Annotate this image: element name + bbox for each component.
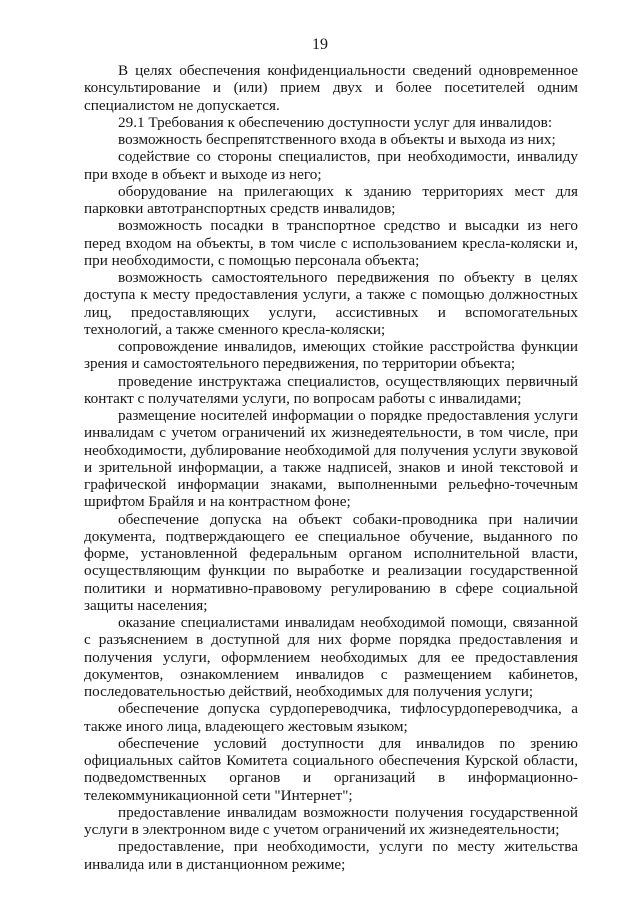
paragraph-guide-dog: обеспечение допуска на объект собаки-проводника при наличии документа, подтверждающего ее специальное обучение, выданного по форме, установленной федеральным органом исполнительной власти, осуществляющим функции по выработке и реализации государственной политики и нормативно-правовому регулированию в сфере социальной защиты населения; bbox=[84, 510, 578, 614]
paragraph-information-carriers: размещение носителей информации о порядке предоставления услуги инвалидам с учетом ограничений их жизнедеятельности, в том числе, при необходимости, дублирование необходимой для получения услуги звуковой и зрительной информации, а также надписей, знаков и иной текстовой и графической информации знаками, выполненными рельефно-точечным шрифтом Брайля и на контрастном фоне; bbox=[84, 407, 578, 511]
paragraph-vehicle-boarding: возможность посадки в транспортное средство и высадки из него перед входом на объекты, в том числе с использованием кресла-коляски и, при необходимости, с помощью персонала объекта; bbox=[84, 217, 578, 269]
paragraph-unobstructed-entry: возможность беспрепятственного входа в объекты и выхода из них; bbox=[118, 131, 556, 148]
paragraph-parking: оборудование на прилегающих к зданию территориях мест для парковки автотранспортных средств инвалидов; bbox=[84, 182, 578, 217]
paragraph-independent-movement: возможность самостоятельного передвижения по объекту в целях доступа к месту предоставления услуги, а также с помощью должностных лиц, предоставляющих услуги, ассистивных и вспомогательных технологий, а также сменного кресла-коляски; bbox=[84, 269, 578, 338]
page-number: 19 bbox=[312, 36, 328, 53]
paragraph-escort: сопровождение инвалидов, имеющих стойкие расстройства функции зрения и самостоятельного передвижения, по территории объекта; bbox=[84, 338, 578, 373]
paragraph-staff-briefing: проведение инструктажа специалистов, осуществляющих первичный контакт с получателями услуги, по вопросам работы с инвалидами; bbox=[84, 372, 578, 407]
paragraph-home-or-remote-service: предоставление, при необходимости, услуги по месту жительства инвалида или в дистанционном режиме; bbox=[84, 838, 578, 873]
paragraph-sign-interpreter: обеспечение допуска сурдопереводчика, тифлосурдопереводчика, а также иного лица, владеющего жестовым языком; bbox=[84, 700, 578, 735]
paragraph-website-accessibility: обеспечение условий доступности для инвалидов по зрению официальных сайтов Комитета социального обеспечения Курской области, подведомственных органов и организаций в информационно-телекоммуникационной сети "Интернет"; bbox=[84, 734, 578, 804]
document-body bbox=[84, 62, 578, 873]
paragraph-section-29-1-heading: 29.1 Требования к обеспечению доступности услуг для инвалидов: bbox=[118, 113, 553, 131]
paragraph-specialist-assistance: содействие со стороны специалистов, при необходимости, инвалиду при входе в объект и выходе из него; bbox=[84, 148, 578, 183]
paragraph-electronic-service: предоставление инвалидам возможности получения государственной услуги в электронном виде с учетом ограничений их жизнедеятельности; bbox=[84, 803, 578, 838]
paragraph-confidentiality: В целях обеспечения конфиденциальности сведений одновременное консультирование и (или) прием двух и более посетителей одним специалистом не допускается. bbox=[84, 62, 578, 114]
paragraph-specialist-help: оказание специалистами инвалидам необходимой помощи, связанной с разъяснением в доступной для них форме порядка предоставления и получения услуги, оформлением необходимых для ее предоставления документов, ознакомлением инвалидов с размещением кабинетов, последовательностью действий, необходимых для получения услуги; bbox=[84, 614, 578, 700]
